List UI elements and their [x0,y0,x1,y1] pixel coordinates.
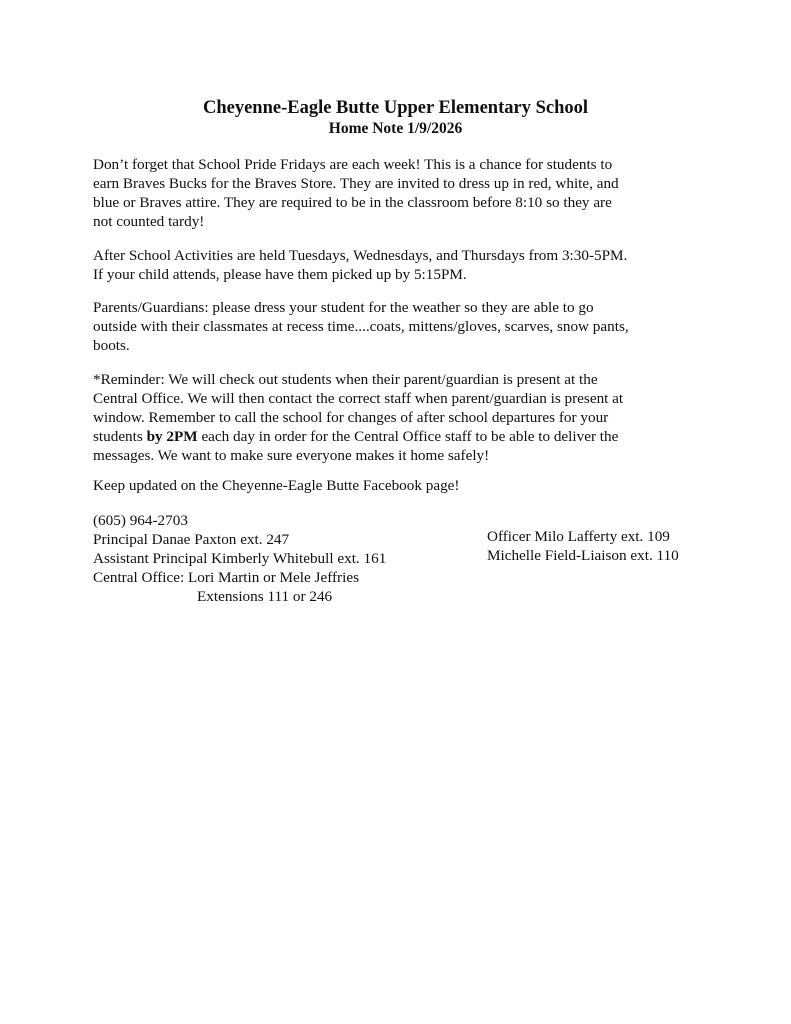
paragraph-line: messages. We want to make sure everyone makes it home safely! [93,447,490,464]
paragraph-line [93,427,713,446]
paragraph-line: outside with their classmates at recess time....coats, mittens/gloves, scarves, snow pants, [93,318,629,335]
paragraph-line: window. Remember to call the school for changes of after school departures for your [93,409,609,426]
paragraph-weather [93,298,713,355]
document-subtitle: Home Note 1/9/2026 [328,120,463,137]
paragraph-reminder [93,370,713,465]
contact-central-office-extensions: Extensions 111 or 246 [197,588,333,605]
reminder-deadline: by 2PM [146,428,198,445]
paragraph-line: boots. [93,337,130,354]
reminder-text: students [93,428,147,445]
school-phone: (605) 964-2703 [93,512,188,529]
paragraph-line: Parents/Guardians: please dress your student for the weather so they are able to go [93,299,594,316]
contact-officer: Officer Milo Lafferty ext. 109 [487,528,670,545]
contact-principal: Principal Danae Paxton ext. 247 [93,531,290,548]
contact-central-office: Central Office: Lori Martin or Mele Jeffries [93,569,359,586]
paragraph-line: Don’t forget that School Pride Fridays are each week! This is a chance for students to [93,156,613,173]
paragraph-line: Central Office. We will then contact the correct staff when parent/guardian is present at [93,390,624,407]
paragraph-after-school [93,246,713,284]
contact-liaison: Michelle Field-Liaison ext. 110 [487,547,679,564]
paragraph-line: *Reminder: We will check out students when their parent/guardian is present at the [93,371,598,388]
paragraph-line: Keep updated on the Cheyenne-Eagle Butte Facebook page! [93,477,460,494]
reminder-text: each day in order for the Central Office staff to be able to deliver the [197,428,619,445]
paragraph-pride-fridays [93,155,713,231]
paragraph-line: blue or Braves attire. They are required to be in the classroom before 8:10 so they are [93,194,612,211]
paragraph-line: If your child attends, please have them picked up by 5:15PM. [93,266,467,283]
document-title: Cheyenne-Eagle Butte Upper Elementary School [202,98,589,118]
paragraph-line: not counted tardy! [93,213,205,230]
paragraph-line: earn Braves Bucks for the Braves Store. They are invited to dress up in red, white, and [93,175,619,192]
paragraph-facebook [93,476,713,495]
contacts-left-column [93,511,386,606]
paragraph-line: After School Activities are held Tuesdays, Wednesdays, and Thursdays from 3:30-5PM. [93,247,628,264]
contact-assistant-principal: Assistant Principal Kimberly Whitebull ext. 161 [93,550,387,567]
contacts-right-column [487,527,679,565]
